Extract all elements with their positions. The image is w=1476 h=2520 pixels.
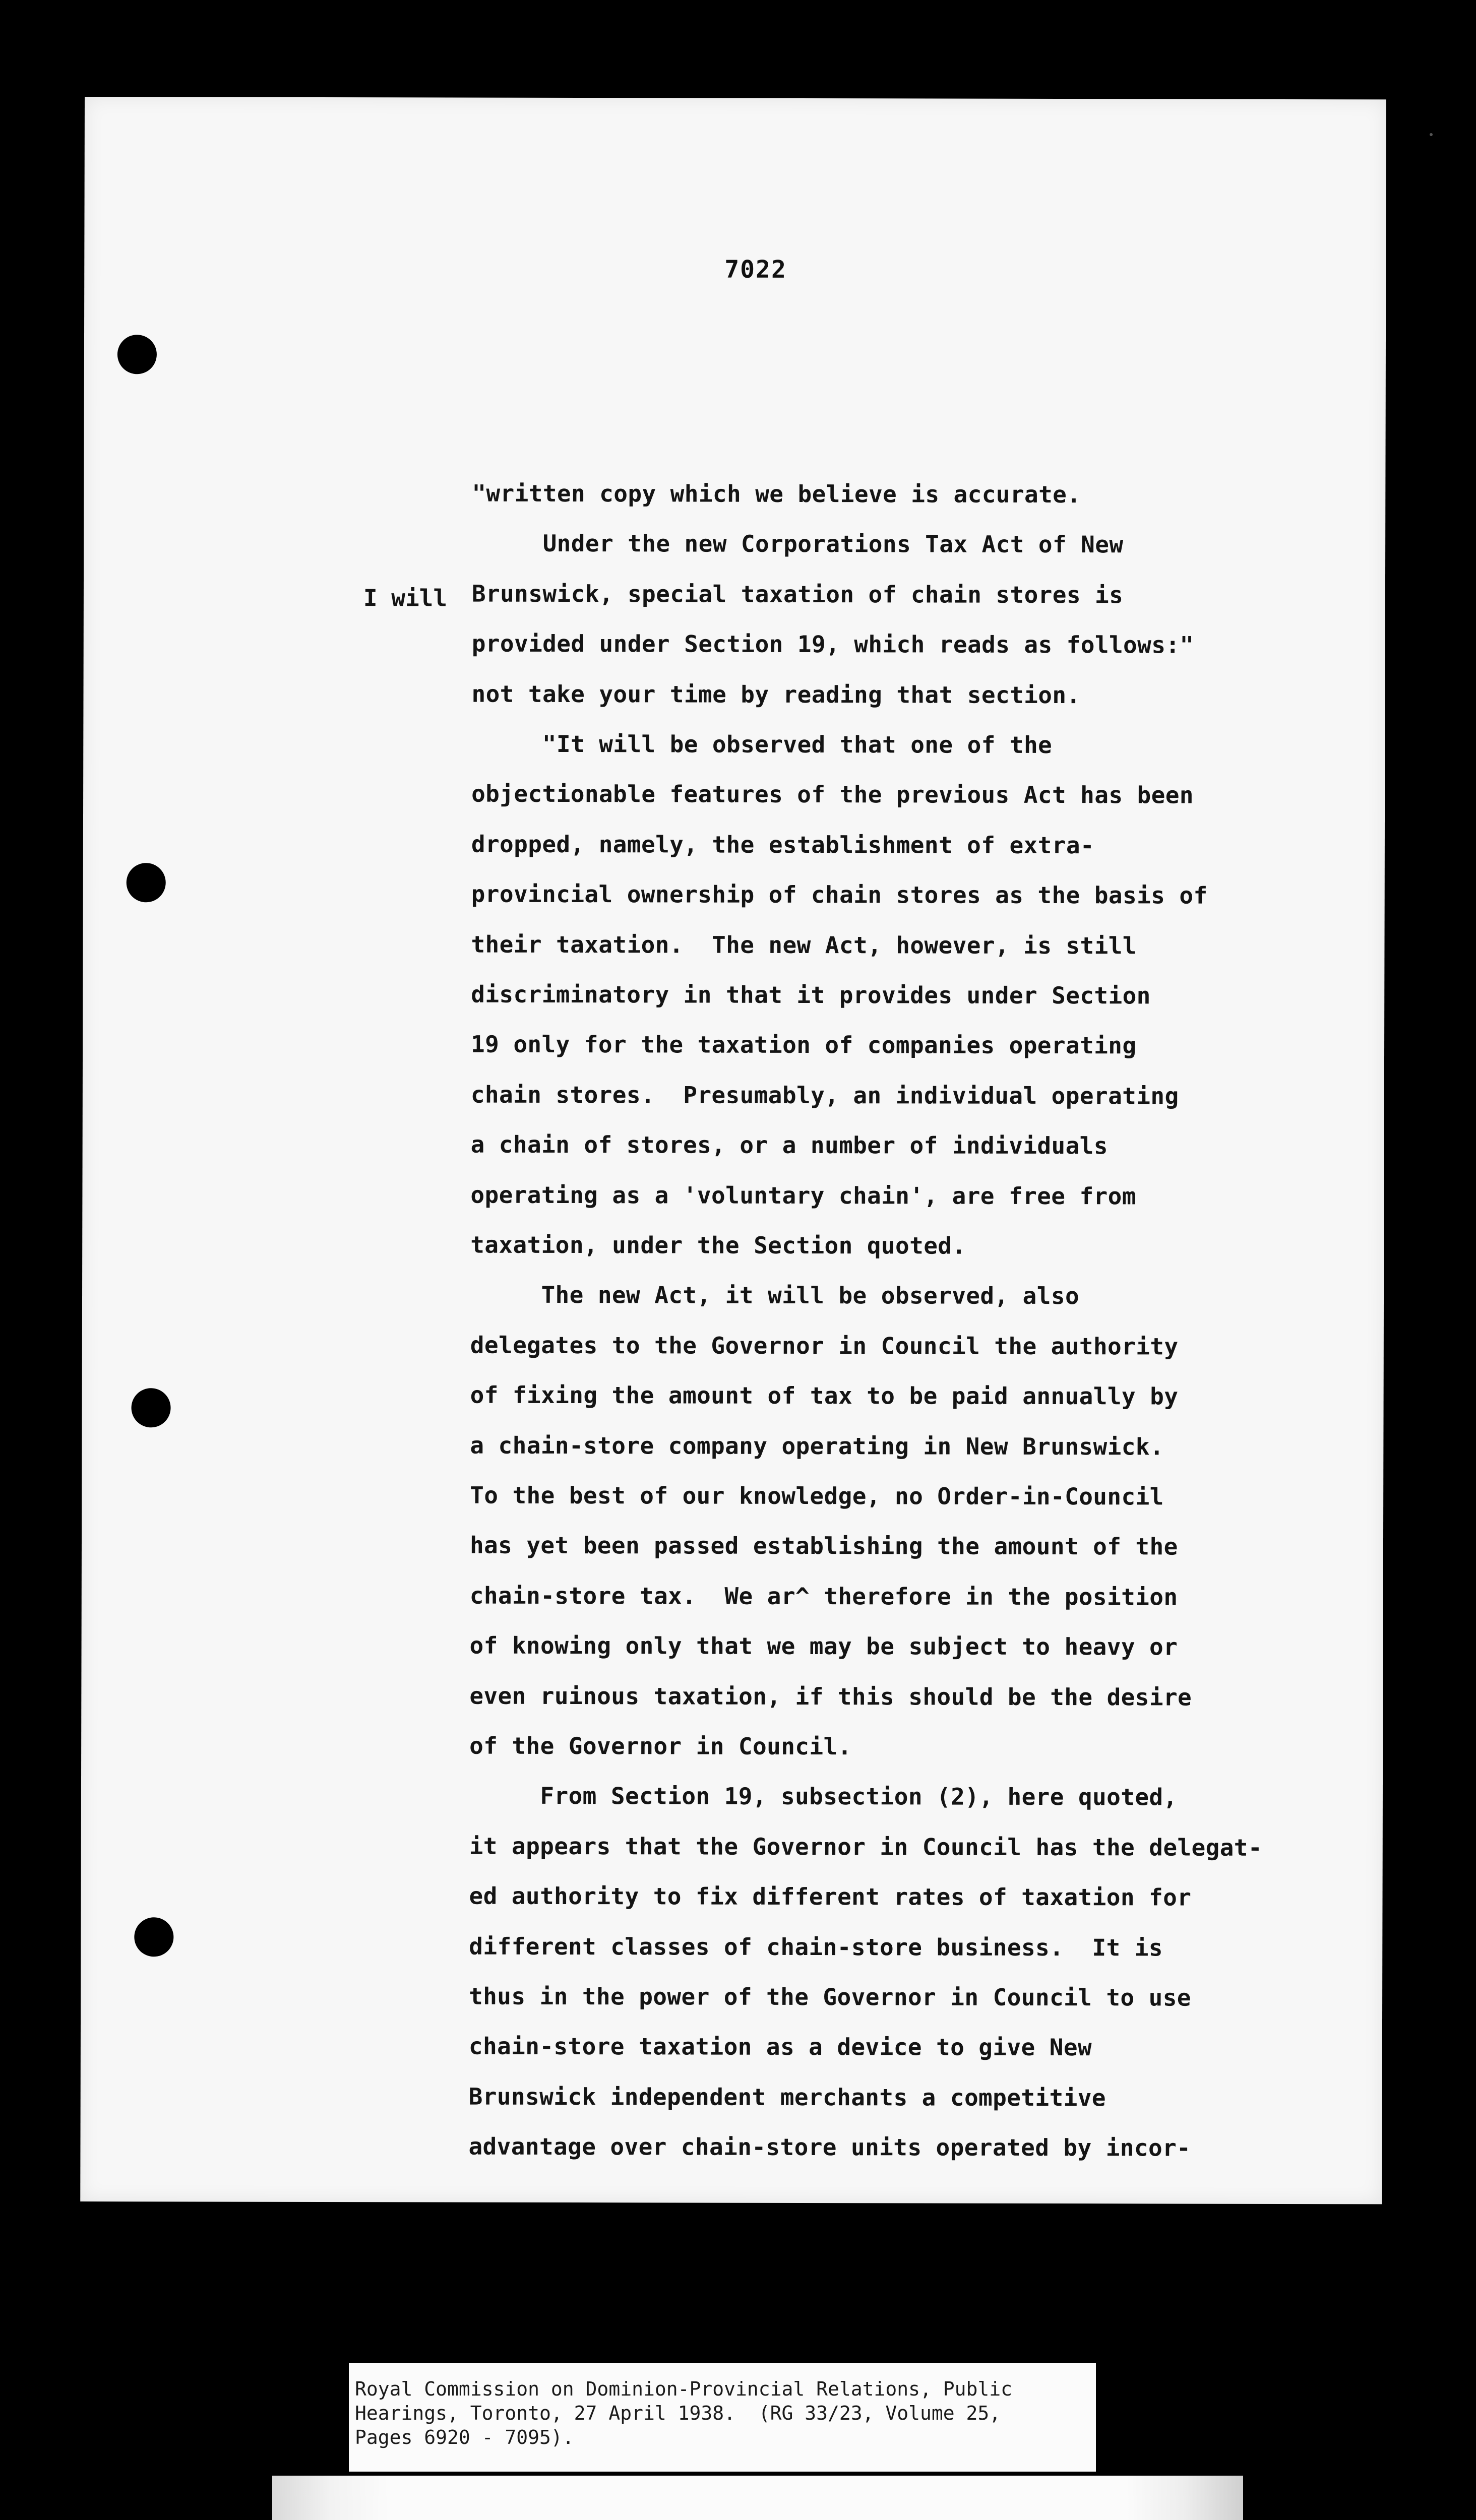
text-line: of knowing only that we may be subject to heavy or [469,1631,1178,1661]
text-line: has yet been passed establishing the amount of the [469,1531,1178,1560]
text-line: of fixing the amount of tax to be paid annually by [470,1381,1179,1410]
catalog-label-line: Hearings, Toronto, 27 April 1938. (RG 33/23, Volume 25, [355,2402,1001,2424]
text-line: a chain-store company operating in New Brunswick. [470,1431,1164,1461]
text-line: dropped, namely, the establishment of extra- [471,830,1095,859]
text-line: discriminatory in that it provides under Section [471,980,1151,1010]
text-line: 19 only for the taxation of companies operating [471,1030,1137,1059]
text-line: chain stores. Presumably, an individual operating [470,1081,1179,1110]
text-line: their taxation. The new Act, however, is still [471,930,1137,960]
text-line: delegates to the Governor in Council the authority [470,1331,1179,1360]
text-line: advantage over chain-store units operated by incor- [468,2132,1191,2162]
text-line: From Section 19, subsection (2), here quoted, [469,1782,1178,1811]
text-line: chain-store tax. We ar^ therefore in the position [469,1582,1178,1611]
text-line: different classes of chain-store business. It is [469,1932,1163,1962]
text-line: operating as a 'voluntary chain', are free from [470,1181,1136,1210]
page-number: 7022 [724,255,787,284]
catalog-label-line: Royal Commission on Dominion-Provincial Relations, Public [355,2378,1013,2400]
text-line: objectionable features of the previous Act has been [471,780,1194,809]
text-line: a chain of stores, or a number of individuals [470,1130,1108,1160]
text-line: it appears that the Governor in Council has the delegat- [469,1832,1263,1861]
punch-hole-upper-middle [127,863,166,902]
text-line: To the best of our knowledge, no Order-in-Council [470,1481,1164,1510]
film-edge-mark [1430,133,1433,136]
text-line: provincial ownership of chain stores as the basis of [471,880,1208,909]
text-line: of the Governor in Council. [469,1732,852,1760]
text-line: "It will be observed that one of the [471,730,1053,759]
document-page [80,97,1386,2204]
text-line: "written copy which we believe is accurate. [472,479,1081,509]
text-line: ed authority to fix different rates of taxation for [469,1882,1192,1911]
punch-hole-bottom [134,1917,173,1957]
margin-note: I will [363,584,448,612]
text-line: The new Act, it will be observed, also [470,1281,1080,1310]
archives-stamp [272,2476,1243,2520]
punch-hole-top [117,335,157,374]
text-line: Brunswick independent merchants a competitive [468,2083,1106,2112]
text-line: not take your time by reading that section. [471,680,1081,709]
catalog-label-line: Pages 6920 - 7095). [355,2426,574,2448]
text-line: thus in the power of the Governor in Council to use [469,1982,1191,2011]
catalog-label [349,2363,1096,2472]
text-line: Brunswick, special taxation of chain stores is [471,580,1124,609]
text-line: chain-store taxation as a device to give New [468,2032,1092,2061]
text-line: even ruinous taxation, if this should be the desire [469,1682,1192,1711]
text-line: taxation, under the Section quoted. [470,1231,966,1259]
text-line: Under the new Corporations Tax Act of New [472,529,1124,558]
punch-hole-lower-middle [131,1388,170,1427]
text-line: provided under Section 19, which reads as follows:" [471,629,1194,659]
